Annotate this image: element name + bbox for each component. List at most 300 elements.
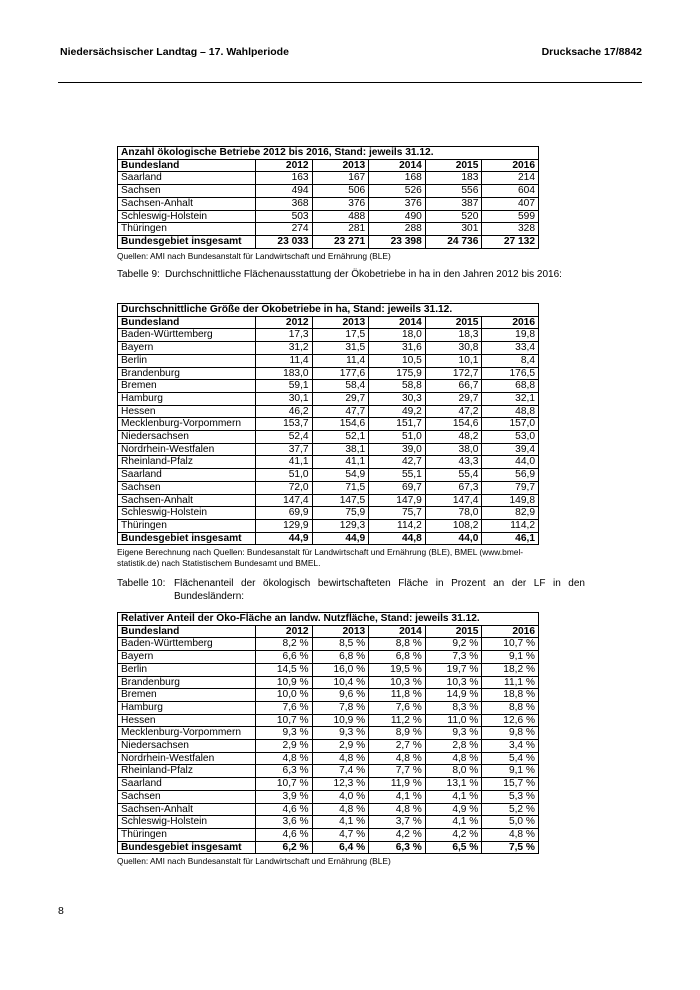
cell-value: 10,4 % — [312, 676, 369, 689]
cell-value: 72,0 — [256, 481, 313, 494]
cell-value: 31,6 — [369, 342, 426, 355]
cell-value: 4,2 % — [369, 828, 426, 841]
cell-value: 153,7 — [256, 418, 313, 431]
cell-value: 376 — [369, 197, 426, 210]
cell-value: 18,2 % — [482, 663, 539, 676]
cell-value: 44,0 — [482, 456, 539, 469]
row-label: Bundesland — [118, 625, 256, 638]
cell-value: 71,5 — [312, 481, 369, 494]
table-row — [118, 778, 539, 791]
cell-value: 39,4 — [482, 443, 539, 456]
row-label: Schleswig-Holstein — [118, 816, 256, 829]
cell-value: 41,1 — [312, 456, 369, 469]
table-source: Quellen: AMI nach Bundesanstalt für Landwirtschaft und Ernährung (BLE) — [117, 856, 391, 867]
table-row — [118, 443, 539, 456]
cell-value: 10,3 % — [369, 676, 426, 689]
cell-value: 288 — [369, 223, 426, 236]
cell-value: 48,8 — [482, 405, 539, 418]
cell-value: 14,5 % — [256, 663, 313, 676]
cell-value: 10,9 % — [312, 714, 369, 727]
cell-value: 114,2 — [482, 519, 539, 532]
cell-value: 68,8 — [482, 380, 539, 393]
cell-value: 30,8 — [425, 342, 482, 355]
cell-value: 44,9 — [256, 532, 313, 545]
cell-value: 147,9 — [369, 494, 426, 507]
cell-value: 4,6 % — [256, 828, 313, 841]
cell-value: 56,9 — [482, 469, 539, 482]
cell-value: 149,8 — [482, 494, 539, 507]
cell-value: 66,7 — [425, 380, 482, 393]
cell-value: 9,8 % — [482, 727, 539, 740]
table-row — [118, 210, 539, 223]
cell-value: 15,7 % — [482, 778, 539, 791]
cell-value: 23 033 — [256, 235, 313, 248]
row-label: Bundesgebiet insgesamt — [118, 532, 256, 545]
row-label: Sachsen — [118, 481, 256, 494]
cell-value: 11,2 % — [369, 714, 426, 727]
cell-value: 6,6 % — [256, 651, 313, 664]
cell-value: 129,3 — [312, 519, 369, 532]
cell-value: 274 — [256, 223, 313, 236]
cell-value: 376 — [312, 197, 369, 210]
table-row — [118, 507, 539, 520]
table-row — [118, 701, 539, 714]
table-row — [118, 418, 539, 431]
cell-value: 29,7 — [312, 392, 369, 405]
row-label: Hessen — [118, 714, 256, 727]
table-source: Quellen: AMI nach Bundesanstalt für Landwirtschaft und Ernährung (BLE) — [117, 250, 391, 261]
caption-text: Flächenanteil der ökologisch bewirtschafteten Fläche in Prozent an der LF in den Bundesländern: — [174, 578, 585, 602]
cell-value: 12,3 % — [312, 778, 369, 791]
cell-value: 3,6 % — [256, 816, 313, 829]
cell-value: 23 398 — [369, 235, 426, 248]
row-label: Niedersachsen — [118, 740, 256, 753]
cell-value: 52,1 — [312, 431, 369, 444]
table-title-row — [118, 147, 539, 160]
cell-value: 2014 — [369, 159, 426, 172]
cell-value: 19,8 — [482, 329, 539, 342]
row-label: Bremen — [118, 380, 256, 393]
row-label: Baden-Württemberg — [118, 329, 256, 342]
cell-value: 147,4 — [256, 494, 313, 507]
cell-value: 47,7 — [312, 405, 369, 418]
cell-value: 4,8 % — [482, 828, 539, 841]
cell-value: 9,1 % — [482, 765, 539, 778]
data-table — [117, 146, 539, 249]
cell-value: 24 736 — [425, 235, 482, 248]
cell-value: 23 271 — [312, 235, 369, 248]
cell-value: 5,3 % — [482, 790, 539, 803]
cell-value: 46,1 — [482, 532, 539, 545]
cell-value: 75,9 — [312, 507, 369, 520]
cell-value: 30,3 — [369, 392, 426, 405]
cell-value: 11,9 % — [369, 778, 426, 791]
table-row — [118, 727, 539, 740]
cell-value: 503 — [256, 210, 313, 223]
cell-value: 16,0 % — [312, 663, 369, 676]
cell-value: 44,0 — [425, 532, 482, 545]
caption-table-9 — [117, 269, 585, 282]
cell-value: 55,4 — [425, 469, 482, 482]
table-header-row — [118, 159, 539, 172]
cell-value: 6,8 % — [312, 651, 369, 664]
table-row — [118, 172, 539, 185]
cell-value: 48,2 — [425, 431, 482, 444]
cell-value: 4,8 % — [369, 803, 426, 816]
row-label: Schleswig-Holstein — [118, 507, 256, 520]
cell-value: 4,7 % — [312, 828, 369, 841]
row-label: Baden-Württemberg — [118, 638, 256, 651]
cell-value: 301 — [425, 223, 482, 236]
table-row — [118, 367, 539, 380]
cell-value: 82,9 — [482, 507, 539, 520]
row-label: Mecklenburg-Vorpommern — [118, 418, 256, 431]
row-label: Thüringen — [118, 519, 256, 532]
row-label: Hessen — [118, 405, 256, 418]
cell-value: 3,4 % — [482, 740, 539, 753]
cell-value: 42,7 — [369, 456, 426, 469]
cell-value: 8,5 % — [312, 638, 369, 651]
table-row — [118, 689, 539, 702]
table-row — [118, 405, 539, 418]
cell-value: 75,7 — [369, 507, 426, 520]
cell-value: 281 — [312, 223, 369, 236]
row-label: Bundesgebiet insgesamt — [118, 841, 256, 854]
cell-value: 6,3 % — [256, 765, 313, 778]
parliament-title: Niedersächsischer Landtag – 17. Wahlperiode — [60, 46, 289, 58]
cell-value: 44,9 — [312, 532, 369, 545]
cell-value: 58,4 — [312, 380, 369, 393]
row-label: Thüringen — [118, 828, 256, 841]
cell-value: 183 — [425, 172, 482, 185]
table-row — [118, 816, 539, 829]
cell-value: 10,9 % — [256, 676, 313, 689]
cell-value: 51,0 — [256, 469, 313, 482]
cell-value: 11,1 % — [482, 676, 539, 689]
cell-value: 12,6 % — [482, 714, 539, 727]
table-row — [118, 329, 539, 342]
cell-value: 9,3 % — [312, 727, 369, 740]
cell-value: 2012 — [256, 625, 313, 638]
row-label: Bayern — [118, 342, 256, 355]
cell-value: 147,4 — [425, 494, 482, 507]
cell-value: 8,4 — [482, 354, 539, 367]
row-label: Hamburg — [118, 701, 256, 714]
row-label: Nordrhein-Westfalen — [118, 443, 256, 456]
cell-value: 4,0 % — [312, 790, 369, 803]
table-row — [118, 481, 539, 494]
cell-value: 6,3 % — [369, 841, 426, 854]
table-row — [118, 469, 539, 482]
cell-value: 39,0 — [369, 443, 426, 456]
cell-value: 4,2 % — [425, 828, 482, 841]
cell-value: 49,2 — [369, 405, 426, 418]
row-label: Sachsen-Anhalt — [118, 494, 256, 507]
cell-value: 8,0 % — [425, 765, 482, 778]
caption-text: Durchschnittliche Flächenausstattung der Ökobetriebe in ha in den Jahren 2012 bis 2016: — [165, 269, 562, 280]
cell-value: 41,1 — [256, 456, 313, 469]
cell-value: 4,1 % — [425, 816, 482, 829]
cell-value: 506 — [312, 185, 369, 198]
cell-value: 9,2 % — [425, 638, 482, 651]
cell-value: 2015 — [425, 159, 482, 172]
cell-value: 69,9 — [256, 507, 313, 520]
cell-value: 10,1 — [425, 354, 482, 367]
cell-value: 6,2 % — [256, 841, 313, 854]
cell-value: 2,9 % — [312, 740, 369, 753]
cell-value: 157,0 — [482, 418, 539, 431]
cell-value: 8,2 % — [256, 638, 313, 651]
cell-value: 33,4 — [482, 342, 539, 355]
cell-value: 167 — [312, 172, 369, 185]
cell-value: 108,2 — [425, 519, 482, 532]
cell-value: 2016 — [482, 159, 539, 172]
cell-value: 17,5 — [312, 329, 369, 342]
table-row — [118, 651, 539, 664]
cell-value: 69,7 — [369, 481, 426, 494]
cell-value: 2015 — [425, 316, 482, 329]
table-row — [118, 519, 539, 532]
cell-value: 3,9 % — [256, 790, 313, 803]
table-row — [118, 197, 539, 210]
cell-value: 29,7 — [425, 392, 482, 405]
table-row — [118, 638, 539, 651]
cell-value: 114,2 — [369, 519, 426, 532]
cell-value: 599 — [482, 210, 539, 223]
table-row — [118, 676, 539, 689]
row-label: Hamburg — [118, 392, 256, 405]
cell-value: 30,1 — [256, 392, 313, 405]
row-label: Saarland — [118, 469, 256, 482]
table-row — [118, 828, 539, 841]
cell-value: 4,8 % — [369, 752, 426, 765]
cell-value: 4,9 % — [425, 803, 482, 816]
cell-value: 490 — [369, 210, 426, 223]
table-total-row — [118, 841, 539, 854]
cell-value: 31,2 — [256, 342, 313, 355]
cell-value: 5,0 % — [482, 816, 539, 829]
cell-value: 3,7 % — [369, 816, 426, 829]
cell-value: 154,6 — [425, 418, 482, 431]
cell-value: 55,1 — [369, 469, 426, 482]
cell-value: 407 — [482, 197, 539, 210]
cell-value: 328 — [482, 223, 539, 236]
table-row — [118, 765, 539, 778]
cell-value: 4,1 % — [425, 790, 482, 803]
cell-value: 53,0 — [482, 431, 539, 444]
cell-value: 6,5 % — [425, 841, 482, 854]
cell-value: 11,4 — [256, 354, 313, 367]
row-label: Niedersachsen — [118, 431, 256, 444]
cell-value: 10,7 % — [482, 638, 539, 651]
row-label: Sachsen — [118, 185, 256, 198]
data-table — [117, 612, 539, 854]
cell-value: 10,3 % — [425, 676, 482, 689]
cell-value: 368 — [256, 197, 313, 210]
cell-value: 14,9 % — [425, 689, 482, 702]
cell-value: 13,1 % — [425, 778, 482, 791]
cell-value: 4,8 % — [312, 752, 369, 765]
cell-value: 175,9 — [369, 367, 426, 380]
cell-value: 7,3 % — [425, 651, 482, 664]
cell-value: 8,9 % — [369, 727, 426, 740]
cell-value: 59,1 — [256, 380, 313, 393]
cell-value: 46,2 — [256, 405, 313, 418]
table-row — [118, 392, 539, 405]
table-row — [118, 354, 539, 367]
row-label: Rheinland-Pfalz — [118, 765, 256, 778]
page-header — [60, 46, 642, 62]
cell-value: 10,0 % — [256, 689, 313, 702]
cell-value: 9,1 % — [482, 651, 539, 664]
cell-value: 183,0 — [256, 367, 313, 380]
cell-value: 2,9 % — [256, 740, 313, 753]
cell-value: 387 — [425, 197, 482, 210]
cell-value: 214 — [482, 172, 539, 185]
row-label: Berlin — [118, 663, 256, 676]
cell-value: 10,5 — [369, 354, 426, 367]
cell-value: 6,4 % — [312, 841, 369, 854]
caption-label: Tabelle 10: — [117, 578, 166, 589]
table-row — [118, 456, 539, 469]
table-row — [118, 663, 539, 676]
table-row — [118, 714, 539, 727]
cell-value: 2,7 % — [369, 740, 426, 753]
cell-value: 7,5 % — [482, 841, 539, 854]
cell-value: 19,7 % — [425, 663, 482, 676]
cell-value: 54,9 — [312, 469, 369, 482]
cell-value: 4,6 % — [256, 803, 313, 816]
cell-value: 168 — [369, 172, 426, 185]
table-title: Relativer Anteil der Öko-Fläche an landw. Nutzfläche, Stand: jeweils 31.12. — [118, 613, 539, 626]
cell-value: 151,7 — [369, 418, 426, 431]
caption-label: Tabelle 9: — [117, 269, 160, 280]
cell-value: 38,0 — [425, 443, 482, 456]
table-row — [118, 803, 539, 816]
cell-value: 177,6 — [312, 367, 369, 380]
cell-value: 163 — [256, 172, 313, 185]
cell-value: 18,3 — [425, 329, 482, 342]
cell-value: 494 — [256, 185, 313, 198]
table-row — [118, 790, 539, 803]
cell-value: 38,1 — [312, 443, 369, 456]
cell-value: 11,8 % — [369, 689, 426, 702]
cell-value: 4,1 % — [369, 790, 426, 803]
cell-value: 44,8 — [369, 532, 426, 545]
cell-value: 2013 — [312, 316, 369, 329]
cell-value: 7,8 % — [312, 701, 369, 714]
cell-value: 7,6 % — [256, 701, 313, 714]
cell-value: 488 — [312, 210, 369, 223]
cell-value: 129,9 — [256, 519, 313, 532]
row-label: Bundesland — [118, 159, 256, 172]
cell-value: 43,3 — [425, 456, 482, 469]
cell-value: 18,0 — [369, 329, 426, 342]
cell-value: 5,4 % — [482, 752, 539, 765]
cell-value: 58,8 — [369, 380, 426, 393]
cell-value: 17,3 — [256, 329, 313, 342]
document-number: Drucksache 17/8842 — [541, 46, 642, 58]
cell-value: 604 — [482, 185, 539, 198]
cell-value: 6,8 % — [369, 651, 426, 664]
header-rule — [58, 82, 642, 83]
cell-value: 4,8 % — [312, 803, 369, 816]
table-row — [118, 342, 539, 355]
cell-value: 2012 — [256, 316, 313, 329]
table-row — [118, 431, 539, 444]
row-label: Saarland — [118, 172, 256, 185]
row-label: Brandenburg — [118, 367, 256, 380]
cell-value: 526 — [369, 185, 426, 198]
row-label: Thüringen — [118, 223, 256, 236]
cell-value: 7,4 % — [312, 765, 369, 778]
cell-value: 154,6 — [312, 418, 369, 431]
cell-value: 4,8 % — [425, 752, 482, 765]
cell-value: 19,5 % — [369, 663, 426, 676]
row-label: Bundesgebiet insgesamt — [118, 235, 256, 248]
table-row — [118, 223, 539, 236]
cell-value: 2014 — [369, 316, 426, 329]
cell-value: 7,6 % — [369, 701, 426, 714]
cell-value: 556 — [425, 185, 482, 198]
cell-value: 2013 — [312, 625, 369, 638]
table-title-row — [118, 304, 539, 317]
caption-table-10 — [117, 578, 585, 603]
cell-value: 27 132 — [482, 235, 539, 248]
cell-value: 9,3 % — [425, 727, 482, 740]
cell-value: 79,7 — [482, 481, 539, 494]
table-row — [118, 494, 539, 507]
cell-value: 52,4 — [256, 431, 313, 444]
cell-value: 10,7 % — [256, 778, 313, 791]
page-number: 8 — [58, 905, 64, 917]
cell-value: 8,8 % — [369, 638, 426, 651]
table-title: Durchschnittliche Größe der Ökobetriebe in ha, Stand: jeweils 31.12. — [118, 304, 539, 317]
table-source: Eigene Berechnung nach Quellen: Bundesanstalt für Landwirtschaft und Ernährung (BLE), BMEL (www.bmel-statistik.de) nach Statistischem Bundesamt und BMEL. — [117, 547, 524, 569]
cell-value: 9,3 % — [256, 727, 313, 740]
cell-value: 147,5 — [312, 494, 369, 507]
cell-value: 31,5 — [312, 342, 369, 355]
table-organic-area-share — [117, 612, 538, 867]
row-label: Mecklenburg-Vorpommern — [118, 727, 256, 740]
data-table — [117, 303, 539, 545]
cell-value: 5,2 % — [482, 803, 539, 816]
row-label: Brandenburg — [118, 676, 256, 689]
cell-value: 9,6 % — [312, 689, 369, 702]
cell-value: 2,8 % — [425, 740, 482, 753]
cell-value: 172,7 — [425, 367, 482, 380]
table-row — [118, 185, 539, 198]
cell-value: 10,7 % — [256, 714, 313, 727]
row-label: Schleswig-Holstein — [118, 210, 256, 223]
table-total-row — [118, 235, 539, 248]
row-label: Sachsen-Anhalt — [118, 803, 256, 816]
row-label: Saarland — [118, 778, 256, 791]
row-label: Nordrhein-Westfalen — [118, 752, 256, 765]
table-header-row — [118, 625, 539, 638]
cell-value: 51,0 — [369, 431, 426, 444]
row-label: Bayern — [118, 651, 256, 664]
cell-value: 2016 — [482, 625, 539, 638]
row-label: Rheinland-Pfalz — [118, 456, 256, 469]
table-total-row — [118, 532, 539, 545]
table-average-farm-size — [117, 303, 538, 569]
cell-value: 67,3 — [425, 481, 482, 494]
table-row — [118, 752, 539, 765]
row-label: Berlin — [118, 354, 256, 367]
cell-value: 47,2 — [425, 405, 482, 418]
cell-value: 4,1 % — [312, 816, 369, 829]
